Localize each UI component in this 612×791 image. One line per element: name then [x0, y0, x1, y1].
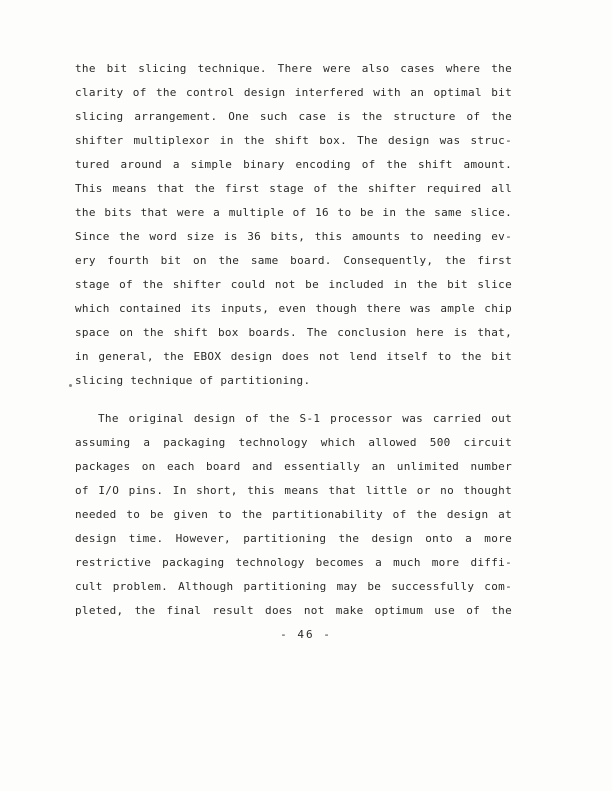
text-line: space on the shift box boards. The conclusion here is that, [75, 326, 512, 339]
stray-mark [69, 384, 72, 387]
text-line: cult problem. Although partitioning may be successfully com- [75, 580, 512, 593]
text-line: which contained its inputs, even though there was ample chip [75, 302, 512, 315]
text-line: Since the word size is 36 bits, this amounts to needing ev- [75, 230, 512, 243]
text-line: tured around a simple binary encoding of the shift amount. [75, 158, 512, 171]
text-line: slicing technique of partitioning. [75, 374, 311, 387]
text-line: packages on each board and essentially an unlimited number [75, 460, 512, 473]
text-line: assuming a packaging technology which allowed 500 circuit [75, 436, 512, 449]
text-line: restrictive packaging technology becomes a much more diffi- [75, 556, 512, 569]
text-line: pleted, the final result does not make optimum use of the [75, 604, 512, 617]
text-line: clarity of the control design interfered with an optimal bit [75, 86, 512, 99]
text-line: This means that the first stage of the shifter required all [75, 182, 512, 195]
text-line: the bit slicing technique. There were also cases where the [75, 62, 512, 75]
text-line: ery fourth bit on the same board. Consequently, the first [75, 254, 512, 267]
text-line: stage of the shifter could not be included in the bit slice [75, 278, 512, 291]
text-line: The original design of the S-1 processor was carried out [98, 412, 512, 425]
text-line: in general, the EBOX design does not lend itself to the bit [75, 350, 512, 363]
text-line: the bits that were a multiple of 16 to be in the same slice. [75, 206, 512, 219]
page-number: - 46 - [280, 628, 332, 641]
text-line: design time. However, partitioning the design onto a more [75, 532, 512, 545]
text-line: of I/O pins. In short, this means that little or no thought [75, 484, 512, 497]
text-line: slicing arrangement. One such case is the structure of the [75, 110, 512, 123]
text-line: shifter multiplexor in the shift box. The design was struc- [75, 134, 512, 147]
text-line: needed to be given to the partitionability of the design at [75, 508, 512, 521]
